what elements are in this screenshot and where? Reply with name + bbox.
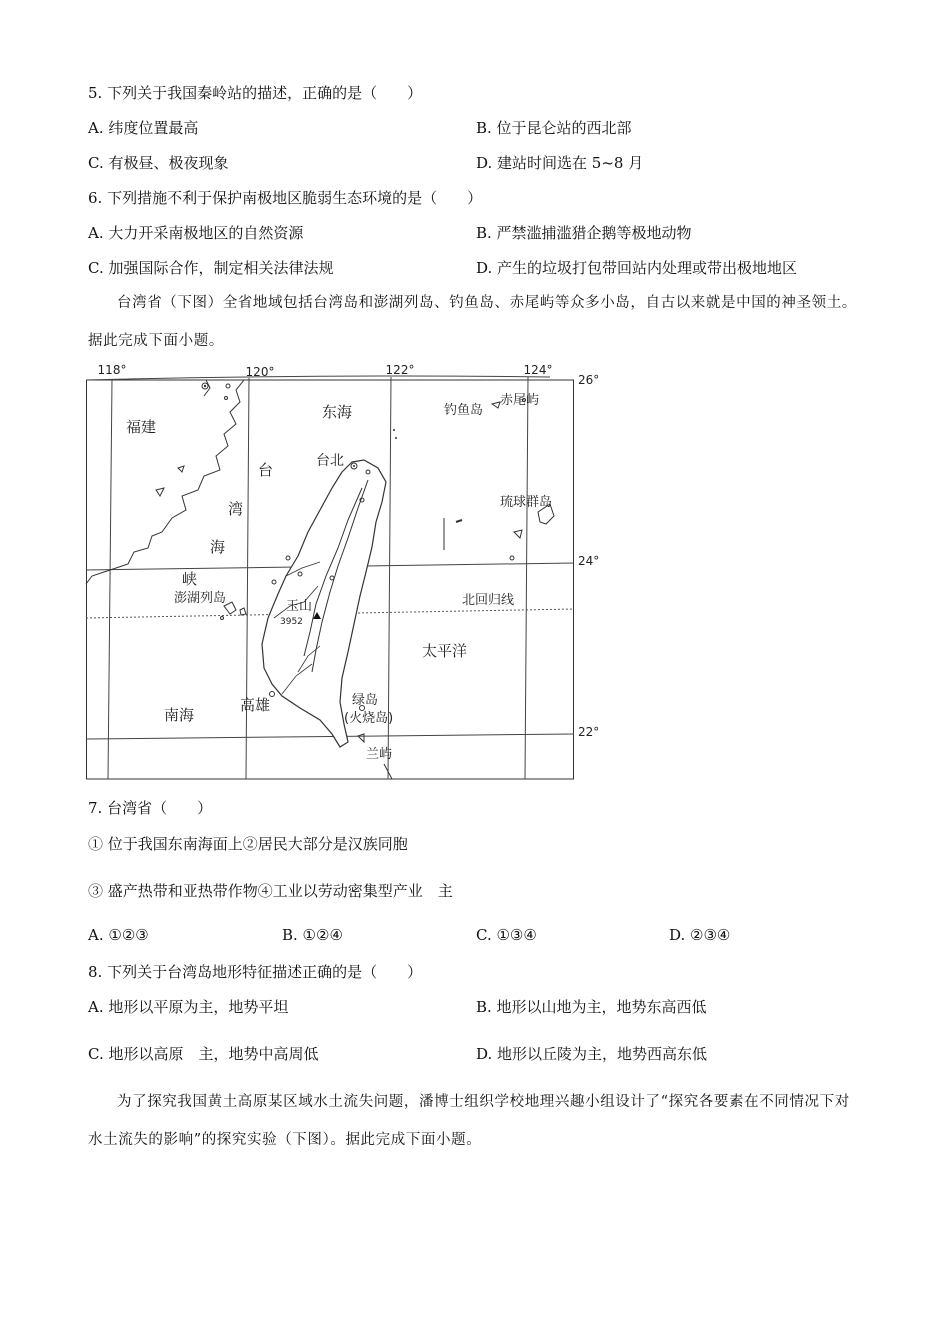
lat-label-22: 22°: [578, 725, 600, 739]
q5-option-a: A. 纬度位置最高: [88, 119, 199, 137]
passage-loess: [88, 1083, 863, 1159]
q5-option-d: D. 建站时间选在 5~8 月: [476, 154, 644, 172]
passage-taiwan: [88, 284, 863, 360]
passage-loess-text: 为了探究我国黄土高原某区域水土流失问题，潘博士组织学校地理兴趣小组设计了“探究各要素在不同情况下对水土流失的影响”的探究实验（下图）。据此完成下面小题。: [88, 1094, 850, 1148]
label-strait-hai: 海: [210, 538, 226, 556]
lon-label-122: 122°: [385, 363, 415, 377]
label-gaoxiong: 高雄: [240, 696, 271, 714]
label-diaoyu: 钓鱼岛: [444, 403, 484, 418]
label-strait-wan: 湾: [228, 500, 244, 518]
q8-stem: 8. 下列关于台湾岛地形特征描述正确的是（ ）: [88, 963, 423, 981]
q6-option-c: C. 加强国际合作，制定相关法律法规: [88, 259, 334, 277]
q7-option-a: A. ①②③: [88, 926, 149, 944]
label-lvdao: 绿岛: [352, 693, 379, 708]
label-chiwei: 赤尾屿: [500, 393, 540, 408]
label-lanyu: 兰屿: [366, 747, 393, 762]
label-strait-tai: 台: [258, 461, 274, 479]
lon-label-120: 120°: [245, 365, 275, 379]
q5-option-c: C. 有极昼、极夜现象: [88, 154, 229, 172]
q8-option-b: B. 地形以山地为主，地势东高西低: [476, 998, 707, 1016]
lat-label-24: 24°: [578, 554, 600, 568]
q7-statement-1: ① 位于我国东南海面上②居民大部分是汉族同胞: [88, 835, 408, 853]
label-penghu: 澎湖列岛: [174, 591, 227, 606]
label-ryukyu: 琉球群岛: [500, 495, 553, 510]
q7-option-c: C. ①③④: [476, 926, 537, 944]
q7-option-d: D. ②③④: [669, 926, 731, 944]
lat-label-26: 26°: [578, 373, 600, 387]
label-donghai: 东海: [322, 403, 353, 421]
q7-option-b: B. ①②④: [282, 926, 343, 944]
q6-option-b: B. 严禁滥捕滥猎企鹅等极地动物: [476, 224, 692, 242]
label-tropic: 北回归线: [462, 593, 515, 608]
label-yushan-elevation: 3952: [280, 617, 303, 627]
q5-option-b: B. 位于昆仑站的西北部: [476, 119, 632, 137]
lon-label-124: 124°: [523, 363, 553, 377]
q5-stem: 5. 下列关于我国秦岭站的描述，正确的是（ ）: [88, 84, 423, 102]
taiwan-map: [86, 363, 600, 782]
q6-option-a: A. 大力开采南极地区的自然资源: [88, 224, 304, 242]
q8-option-d: D. 地形以丘陵为主，地势西高东低: [476, 1045, 708, 1063]
q7-statement-2: ③ 盛产热带和亚热带作物④工业以劳动密集型产业 主: [88, 882, 453, 900]
label-pacific: 太平洋: [422, 642, 468, 660]
q6-option-d: D. 产生的垃圾打包带回站内处理或带出极地地区: [476, 259, 798, 277]
q7-stem: 7. 台湾省（ ）: [88, 799, 213, 817]
label-yushan: 玉山: [286, 599, 313, 614]
label-fujian: 福建: [126, 418, 157, 436]
label-strait-xia: 峡: [182, 570, 198, 588]
label-lvdao-alt: (火烧岛): [344, 711, 394, 726]
passage-taiwan-text: 台湾省（下图）全省地域包括台湾岛和澎湖列岛、钓鱼岛、赤尾屿等众多小岛，自古以来就是中国的神圣领土。据此完成下面小题。: [88, 295, 857, 349]
label-taibei: 台北: [316, 453, 344, 469]
q8-option-a: A. 地形以平原为主，地势平坦: [88, 998, 289, 1016]
q8-option-c: C. 地形以高原 主，地势中高周低: [88, 1045, 319, 1063]
label-nanhai: 南海: [164, 706, 195, 724]
q6-stem: 6. 下列措施不利于保护南极地区脆弱生态环境的是（ ）: [88, 189, 483, 207]
lon-label-118: 118°: [97, 363, 127, 377]
